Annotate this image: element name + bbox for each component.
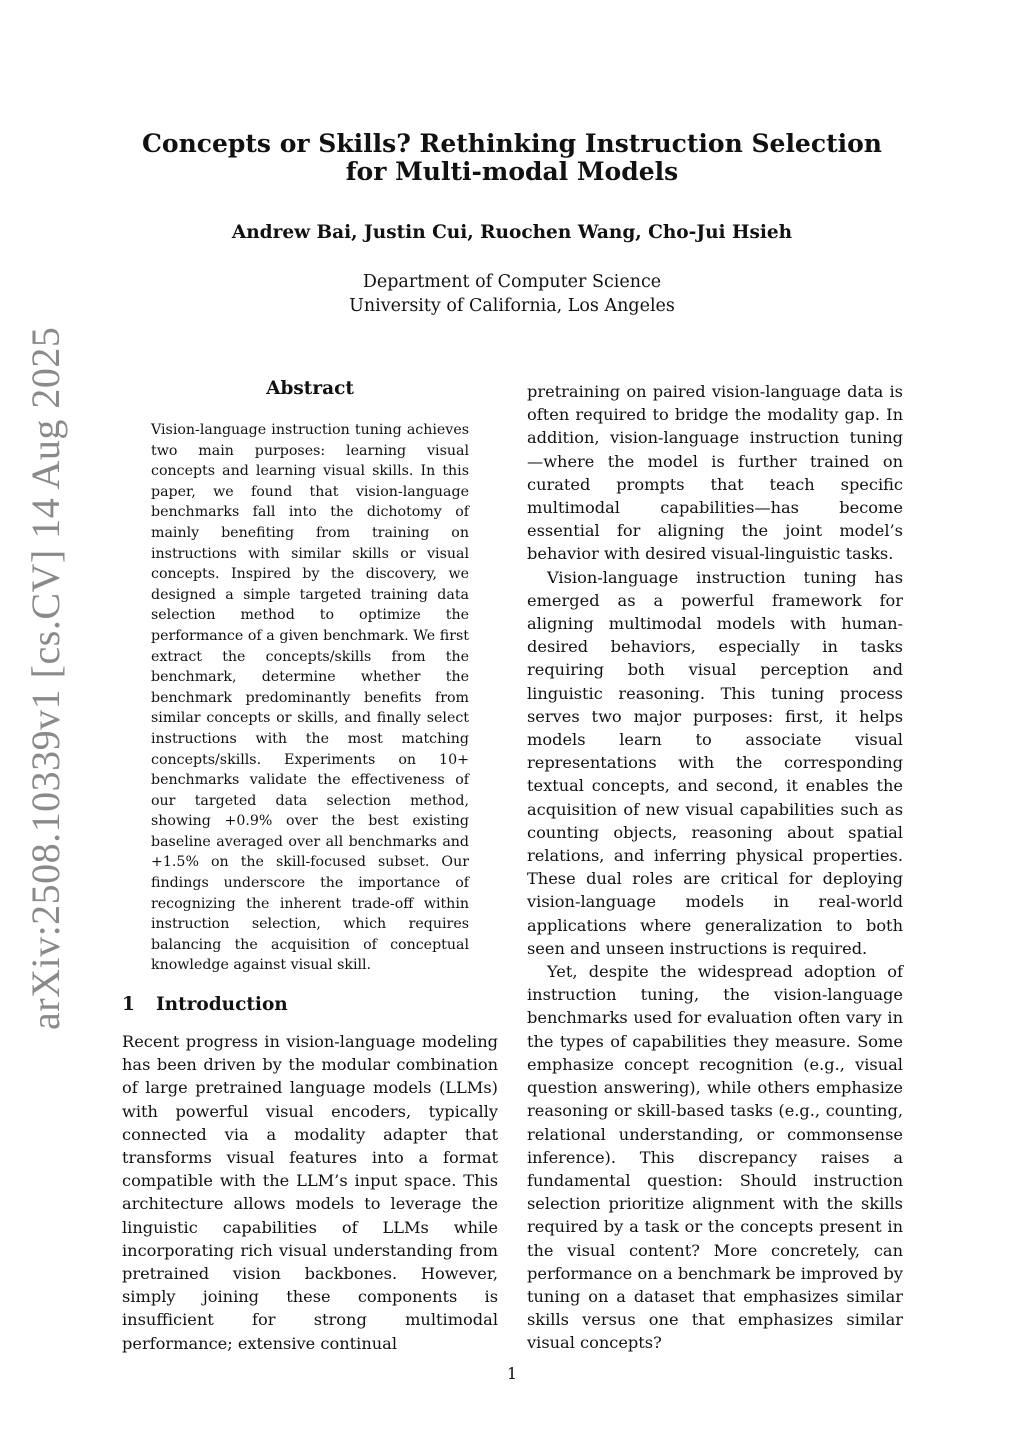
intro-paragraph-continuation: pretraining on paired vision-language data is often required to bridge the modality gap. In addition, vision-language instruction tuning—where the model is further trained on curated prompts that teach specific multimodal capabilities—has become essential for aligning the joint model’s behavior with desired visual-linguistic tasks. [527,382,903,564]
affiliation-block [120,270,904,318]
author-list: Andrew Bai, Justin Cui, Ruochen Wang, Cho-Jui Hsieh [231,222,793,243]
intro-paragraph-3: Yet, despite the widespread adoption of instruction tuning, the vision-language benchmarks used for evaluation often vary in the types of capabilities they measure. Some emphasize concept recognition (e.g., visual question answering), while others emphasize reasoning or skill-based tasks (e.g., counting, relational understanding, or commonsense inference). This discrepancy raises a fundamental question: Should instruction selection prioritize alignment with the skills required by a task or the concepts present in the visual content? More concretely, can performance on a benchmark be improved by tuning on a dataset that emphasizes similar skills versus one that emphasizes similar visual concepts? [527,962,903,1353]
intro-paragraph-2: Vision-language instruction tuning has emerged as a powerful framework for aligning multimodal models with human-desired behaviors, especially in tasks requiring both visual perception and linguistic reasoning. This tuning process serves two major purposes: first, it helps models learn to associate visual representations with the corresponding textual concepts, and second, it enables the acquisition of new visual capabilities such as counting objects, reasoning about spatial relations, and inferring physical properties. These dual roles are critical for deploying vision-language models in real-world applications where generalization to both seen and unseen instructions is required. [527,567,903,958]
right-column [527,380,903,1355]
affiliation-university: University of California, Los Angeles [349,296,675,316]
page-number: 1 [506,1364,518,1383]
section-title: Introduction [156,994,288,1015]
abstract-body: Vision-language instruction tuning achieves two main purposes: learning visual concepts and learning visual skills. In this paper, we found that vision-language benchmarks fall into the dichotomy of mainly benefiting from training on instructions with similar skills or visual concepts. Inspired by the discovery, we designed a simple targeted training data selection method to optimize the performance of a given benchmark. We first extract the concepts/skills from the benchmark, determine whether the benchmark predominantly benefits from similar concepts or skills, and finally select instructions with the most matching concepts/skills. Experiments on 10+ benchmarks validate the effectiveness of our targeted data selection method, showing +0.9% over the best existing baseline averaged over all benchmarks and +1.5% on the skill-focused subset. Our findings underscore the importance of recognizing the inherent trade-off within instruction selection, which requires balancing the acquisition of conceptual knowledge against visual skill. [151,422,469,974]
section-number: 1 [122,994,135,1015]
paper-title: Concepts or Skills? Rethinking Instruction Selection for Multi-modal Models [142,129,882,186]
abstract-heading: Abstract [266,378,354,399]
affiliation-department: Department of Computer Science [362,272,662,292]
section-heading-introduction [122,994,288,1015]
arxiv-identifier: arXiv:2508.10339v1 [cs.CV] 14 Aug 2025 [23,326,68,1030]
intro-paragraph-1: Recent progress in vision-language modeling has been driven by the modular combination of large pretrained language models (LLMs) with powerful visual encoders, typically connected via a modality adapter that transforms visual features into a format compatible with the LLM’s input space. This architecture allows models to leverage the linguistic capabilities of LLMs while incorporating rich visual understanding from pretrained vision backbones. However, simply joining these components is insufficient for strong multimodal performance; extensive continual [122,1032,498,1353]
